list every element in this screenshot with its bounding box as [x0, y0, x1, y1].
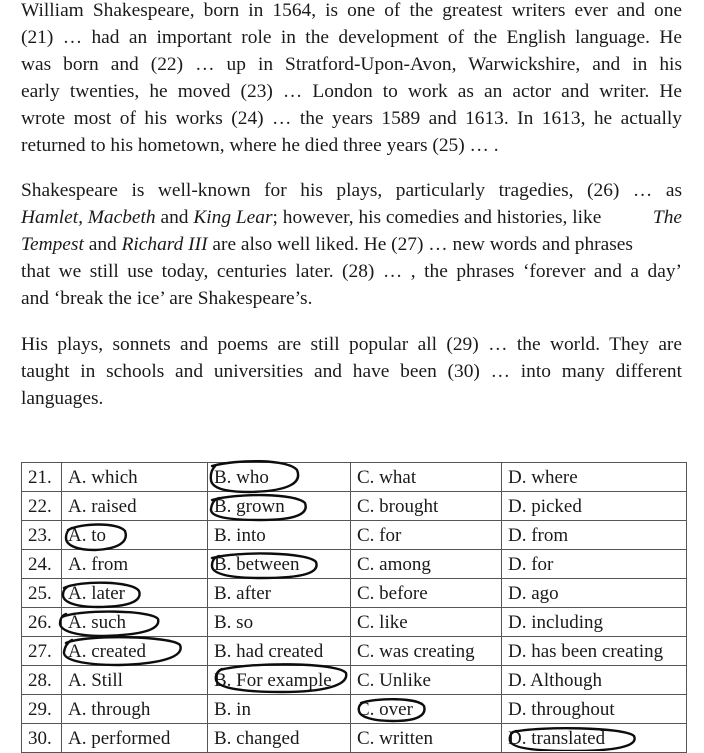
table-row — [22, 550, 687, 579]
option-a: A. later — [62, 579, 208, 608]
text-line — [21, 231, 682, 258]
text-line: was born and (22) … up in Stratford-Upon-Avon, Warwickshire, and in his — [21, 54, 682, 75]
question-number: 26. — [22, 608, 62, 637]
option-b: B. so — [208, 608, 351, 637]
option-b: B. For example — [208, 666, 351, 695]
text-line: returned to his hometown, where he died three years (25) … . — [21, 135, 499, 156]
text-line: early twenties, he moved (23) … London to work as an actor and writer. He — [21, 81, 682, 102]
text-line — [21, 204, 682, 231]
option-a: A. created — [62, 637, 208, 666]
question-number: 23. — [22, 521, 62, 550]
answer-table — [21, 462, 687, 753]
table-row — [22, 608, 687, 637]
option-a: A. from — [62, 550, 208, 579]
option-b: B. after — [208, 579, 351, 608]
question-number: 27. — [22, 637, 62, 666]
option-b: B. into — [208, 521, 351, 550]
text-line: Shakespeare is well-known for his plays, particularly tragedies, (26) … as — [21, 180, 682, 201]
option-d: D. has been creating — [502, 637, 687, 666]
option-d: D. including — [502, 608, 687, 637]
paragraph-1 — [21, 0, 682, 159]
question-number: 21. — [22, 463, 62, 492]
text-line: William Shakespeare, born in 1564, is one of the greatest writers ever and one — [21, 0, 682, 21]
option-b: B. who — [208, 463, 351, 492]
question-number: 24. — [22, 550, 62, 579]
option-a: A. which — [62, 463, 208, 492]
option-c: C. what — [351, 463, 502, 492]
title-italic: Tempest — [21, 234, 84, 255]
title-italic: Richard III — [121, 234, 208, 255]
option-c: C. for — [351, 521, 502, 550]
option-a: A. performed — [62, 724, 208, 753]
table-row — [22, 695, 687, 724]
option-c: C. brought — [351, 492, 502, 521]
question-number: 30. — [22, 724, 62, 753]
question-number: 22. — [22, 492, 62, 521]
text-span: are also well liked. He (27) … new words and phrases — [207, 234, 633, 255]
option-c: C. Unlike — [351, 666, 502, 695]
option-c: C. was creating — [351, 637, 502, 666]
option-d: D. for — [502, 550, 687, 579]
option-c: C. among — [351, 550, 502, 579]
text-line: wrote most of his works (24) … the years 1589 and 1613. In 1613, he actually — [21, 108, 682, 129]
text-span: ; however, his comedies and histories, like — [272, 207, 607, 228]
option-a: A. raised — [62, 492, 208, 521]
option-a: A. Still — [62, 666, 208, 695]
text-line: (21) … had an important role in the development of the English language. He — [21, 27, 682, 48]
option-c: C. like — [351, 608, 502, 637]
option-d: D. from — [502, 521, 687, 550]
table-row — [22, 492, 687, 521]
table-row — [22, 637, 687, 666]
option-d: D. where — [502, 463, 687, 492]
option-b: B. changed — [208, 724, 351, 753]
text-line: taught in schools and universities and have been (30) … into many different — [21, 361, 682, 382]
option-c: C. over — [351, 695, 502, 724]
text-line-content — [21, 204, 606, 231]
table-row — [22, 521, 687, 550]
option-d: D. picked — [502, 492, 687, 521]
text-span: and — [83, 234, 122, 255]
paragraph-3 — [21, 331, 682, 412]
option-d: D. throughout — [502, 695, 687, 724]
answer-table-wrapper — [21, 462, 686, 753]
option-d: D. ago — [502, 579, 687, 608]
table-row — [22, 463, 687, 492]
option-b: B. grown — [208, 492, 351, 521]
title-italic: King Lear — [193, 207, 273, 228]
option-a: A. such — [62, 608, 208, 637]
table-row — [22, 666, 687, 695]
option-c: C. written — [351, 724, 502, 753]
option-d: D. Although — [502, 666, 687, 695]
paragraph-2 — [21, 177, 682, 312]
text-span: and — [155, 207, 194, 228]
text-line: His plays, sonnets and poems are still popular all (29) … the world. They are — [21, 334, 682, 355]
option-d: D. translated — [502, 724, 687, 753]
option-a: A. to — [62, 521, 208, 550]
table-row — [22, 579, 687, 608]
text-line: languages. — [21, 388, 104, 409]
title-italic: Hamlet, Macbeth — [21, 207, 156, 228]
question-number: 28. — [22, 666, 62, 695]
question-number: 25. — [22, 579, 62, 608]
option-b: B. in — [208, 695, 351, 724]
text-line: that we still use today, centuries later. (28) … , the phrases ‘forever and a day’ — [21, 261, 682, 282]
option-b: B. had created — [208, 637, 351, 666]
text-line: and ‘break the ice’ are Shakespeare’s. — [21, 288, 313, 309]
title-italic: The — [652, 207, 682, 228]
option-a: A. through — [62, 695, 208, 724]
table-row — [22, 724, 687, 753]
option-b: B. between — [208, 550, 351, 579]
option-c: C. before — [351, 579, 502, 608]
question-number: 29. — [22, 695, 62, 724]
